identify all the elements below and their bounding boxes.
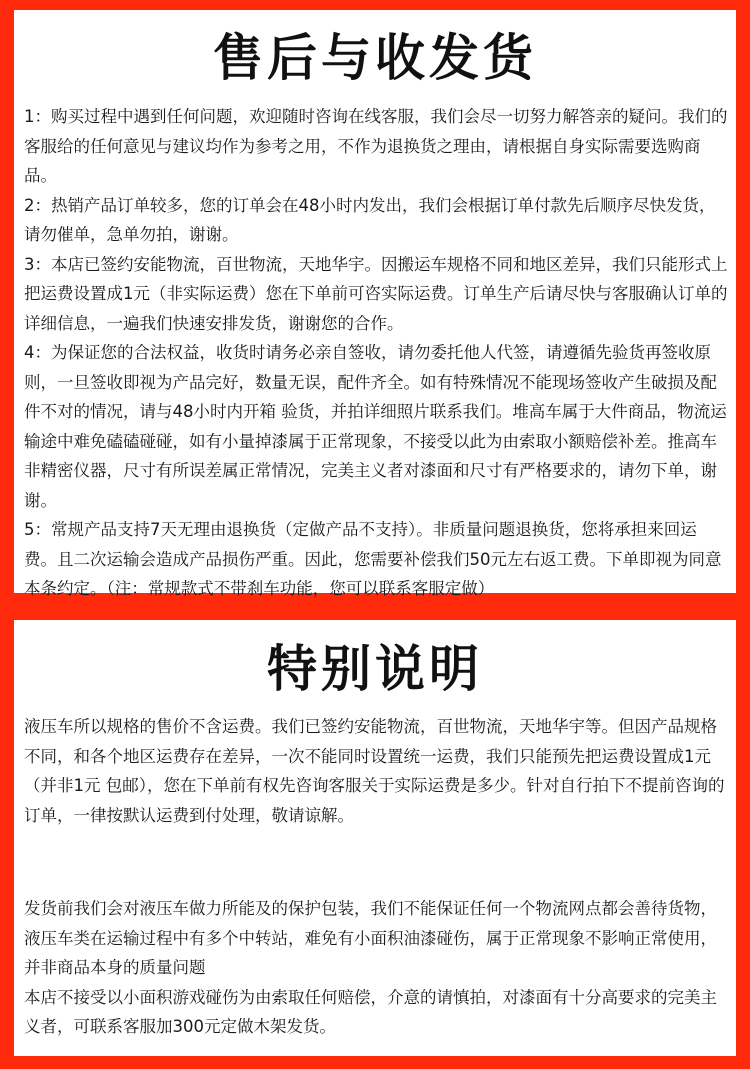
damage-compensation-notice: 本店不接受以小面积游戏碰伤为由索取任何赔偿，介意的请慎拍，对漆面有十分高要求的完美主义者，可联系客服加300元定做木架发货。 [24,987,717,1036]
after-sales-item-4: 4：为保证您的合法权益，收货时请务必亲自签收，请勿委托他人代签，请遵循先验货再签收原则，一旦签收即视为产品完好，数量无误，配件齐全。如有特殊情况不能现场签收产生破损及配件不对的情况，请与48小时内开箱 验货，并拍详细照片联系我们。堆高车属于大件商品，物流运输途中难免磕磕碰碰，如有小量掉漆属于正常现象，不接受以此为由索取小额赔偿补差。推高车非精密仪器，尺寸有所误差属正常情况，完美主义者对漆面和尺寸有严格要求的，请勿下单，谢谢。 [24,343,727,510]
after-sales-item-5: 5：常规产品支持7天无理由退换货（定做产品不支持）。非质量问题退换货，您将承担来回运费。且二次运输会造成产品损伤严重。因此，您需要补偿我们50元左右返工费。下单即视为同意本条约定。（注：常规款式不带刹车功能，您可以联系客服定做） [24,520,722,598]
after-sales-item-3: 3：本店已签约安能物流，百世物流，天地华宇。因搬运车规格不同和地区差异，我们只能形式上把运费设置成1元（非实际运费）您在下单前可咨实际运费。订单生产后请尽快与客服确认订单的详细信息，一遍我们快速安排发货，谢谢您的合作。 [24,254,728,333]
special-notice-panel [14,620,736,1056]
special-notice-title: 特别说明 [267,639,483,698]
after-sales-item-1: 1：购买过程中遇到任何问题，欢迎随时咨询在线客服，我们会尽一切努力解答亲的疑问。我们的客服给的任何意见与建议均作为参考之用，不作为退换货之理由，请根据自身实际需要选购商品。 [24,107,728,185]
after-sales-body [14,102,736,604]
packaging-notice: 发货前我们会对液压车做力所能及的保护包装，我们不能保证任何一个物流网点都会善待货物，液压车类在运输过程中有多个中转站，难免有小面积油漆碰伤，属于正常现象不影响正常使用，并非商品本身的质量问题 [24,899,717,977]
shipping-fee-notice: 液压车所以规格的售价不含运费。我们已签约安能物流，百世物流，天地华宇等。但因产品规格不同，和各个地区运费存在差异，一次不能同时设置统一运费，我们只能预先把运费设置成1元（并非1元 包邮），您在下单前有权先咨询客服关于实际运费是多少。针对自行拍下不提前咨询的订单，一律按默认运费到付处理，敬请谅解。 [24,717,725,825]
paragraph-spacer [24,830,728,894]
after-sales-title: 售后与收发货 [213,28,537,87]
special-notice-body [14,712,736,1042]
after-sales-panel [14,10,736,598]
after-sales-item-2: 2：热销产品订单较多，您的订单会在48小时内发出，我们会根据订单付款先后顺序尽快发货，请勿催单，急单勿拍，谢谢。 [24,195,716,244]
